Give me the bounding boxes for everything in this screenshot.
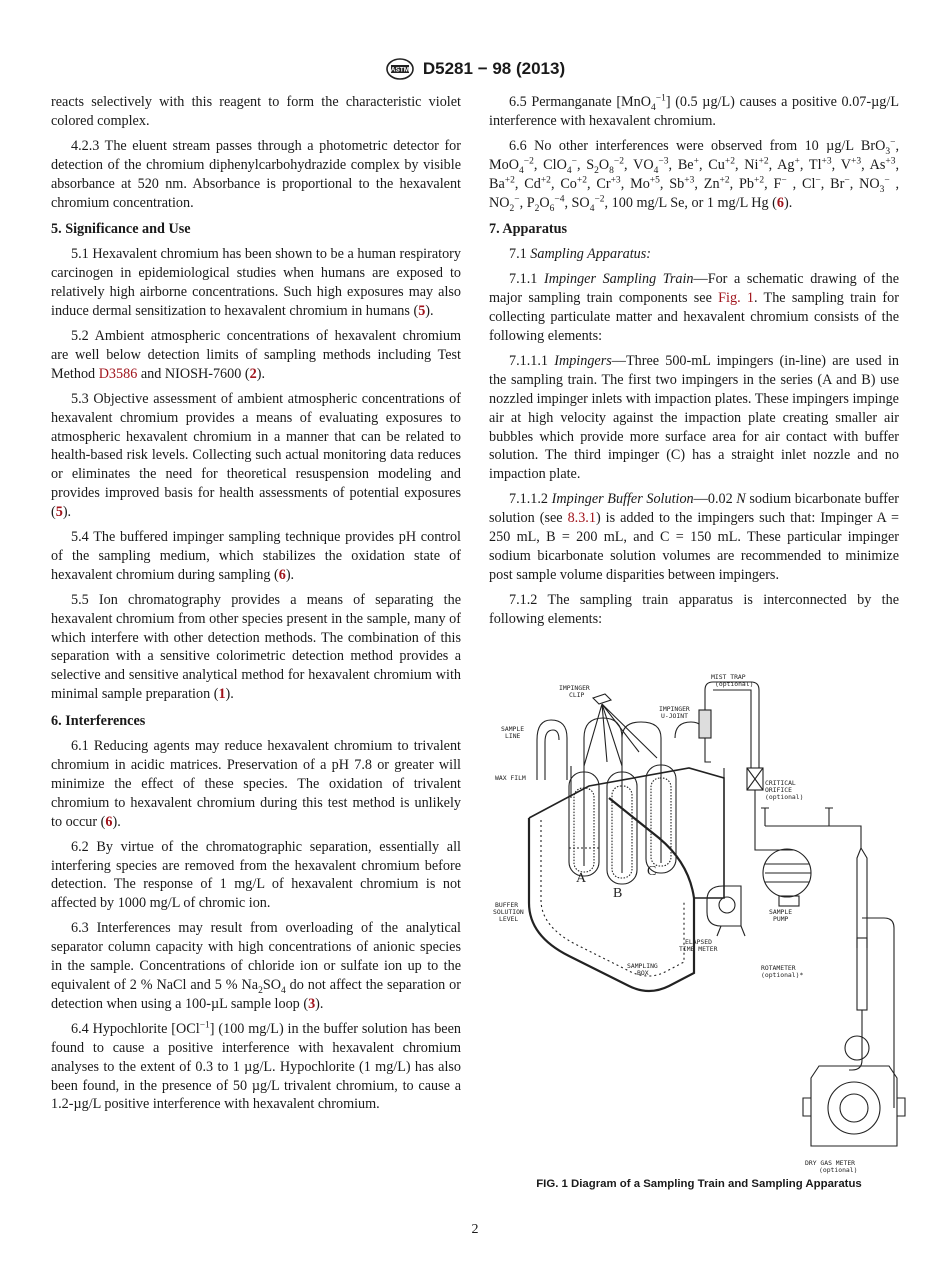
chemical-species: Br−, <box>830 174 860 192</box>
impinger-c <box>646 738 676 873</box>
impinger-b <box>607 738 637 884</box>
section-link[interactable]: 8.3.1 <box>567 510 596 527</box>
paragraph: 6.3 Interferences may result from overloading of the analytical separator column capacity with high concentrations of anionic species in the sample. Concentrations of chloride ion or sulfate ion up to the equivalent of 2 % NaCl and 5 % $Na_2SO_4$ do not affect the separation or detection when using a 100-µL sample loop (3). <box>51 920 462 1012</box>
svg-text:DRY GAS METER: DRY GAS METER <box>805 1159 856 1167</box>
impinger-a <box>569 738 599 876</box>
svg-text:LEVEL: LEVEL <box>499 915 519 923</box>
citation-link[interactable]: 6 <box>776 194 784 211</box>
paragraph: 7.1.2 The sampling train apparatus is interconnected by the following elements: <box>489 591 899 627</box>
svg-text:SOLUTION: SOLUTION <box>493 908 524 916</box>
svg-text:MIST TRAP: MIST TRAP <box>711 673 746 681</box>
section-heading: 7. Apparatus <box>489 221 568 238</box>
svg-text:(optional): (optional) <box>765 793 804 801</box>
chemical-species: $Cu^{+2}$, <box>708 155 745 173</box>
chemical-species: $Cd^{+2}$, <box>524 174 561 192</box>
paragraph: 6.2 By virtue of the chromatographic separation, essentially all interfering species are removed from the hexavalent chromium before detection. The response of 1 mg/L of hexavalent chromium is not affected by 1000 mg/L of chromic ion. <box>51 838 461 912</box>
citation-link[interactable]: 5 <box>418 303 426 320</box>
chemical-species: $Cr^{+3}$, <box>596 174 631 192</box>
paragraph: 5.4 The buffered impinger sampling technique provides pH control of the sampling medium, which stabilizes the oxidation state of hexavalent chromium during sampling (6). <box>51 529 461 583</box>
paragraph: 4.2.3 The eluent stream passes through a photometric detector for detection of the chromium diphenylcarbohydrazide complex by visible absorbance at 520 nm. Absorbance is proportional to the hexavalent chromium concentration. <box>51 137 461 211</box>
svg-text:CRITICAL: CRITICAL <box>765 779 796 787</box>
svg-text:SAMPLE: SAMPLE <box>501 725 525 733</box>
sampling-train-diagram <box>489 668 909 1176</box>
svg-text:ASTM: ASTM <box>390 66 410 74</box>
svg-text:BOX: BOX <box>637 969 649 977</box>
citation-link[interactable]: 5 <box>55 504 63 521</box>
paragraph: 7.1.1.1 Impingers—Three 500-mL impingers (in-line) are used in the sampling train. The first two impingers in the series (A and B) use nozzled impinger inlets with impaction plates. These impingers impinge air at high velocity against the impaction plate creating smaller air bubbles which provide more surface area for air contact with buffer solution. The third impinger (C) has a straight inlet nozzle and no impaction plate. <box>489 352 899 483</box>
chemical-species: $Zn^{+2}$, <box>703 174 740 192</box>
chemical-species: $Sb^{+3}$, <box>669 174 704 192</box>
paragraph: 5.5 Ion chromatography provides a means of separating the hexavalent chromium from other species present in the sample, many of which interfere with other detection methods. The combination of this separation with a sensitive colorimetric detection method provides a selective and sensitive analytical method for hexavalent chromium with minimal sample preparation (1). <box>51 591 461 703</box>
chemical-species: MoO$_4^{-2}$, <box>489 155 544 176</box>
page-header <box>0 57 950 81</box>
paragraph: reacts selectively with this reagent to form the characteristic violet colored complex. <box>51 94 461 129</box>
paragraph: 7.1 Sampling Apparatus: <box>509 246 652 263</box>
paragraph: 7.1.1 Impinger Sampling Train—For a schematic drawing of the major sampling train components see Fig. 1. The sampling train for collecting particulate matter and hexavalent chromium consists of the following elements: <box>489 271 900 344</box>
left-column <box>51 93 461 1120</box>
svg-text:IMPINGER: IMPINGER <box>559 684 590 692</box>
astm-logo-icon <box>385 58 415 80</box>
chemical-species: $NO_2^-$, <box>489 193 527 214</box>
page-number: 2 <box>471 1222 479 1237</box>
svg-text:WAX FILM: WAX FILM <box>495 774 526 782</box>
section-heading: 5. Significance and Use <box>51 221 191 238</box>
mist-trap <box>699 710 711 738</box>
impinger-label: B <box>613 886 623 901</box>
chemical-species: $P_2O_6^{-4}$, <box>526 193 572 214</box>
svg-text:PUMP: PUMP <box>773 915 789 923</box>
chemical-species: Cl−, <box>802 174 831 192</box>
impinger-clip-icon <box>593 694 611 704</box>
citation-link[interactable]: 6 <box>278 566 286 583</box>
citation-link[interactable]: 3 <box>308 995 316 1012</box>
paragraph: 6.5 Permanganate [MnO$_4^{-1}$] (0.5 µg/L) causes a positive 0.07-µg/L interference with hexavalent chromium. <box>489 93 899 129</box>
chemical-species: $S_2O_8^{-2}$, <box>586 155 634 176</box>
svg-text:TIME METER: TIME METER <box>679 945 718 953</box>
section-heading: 6. Interferences <box>51 713 146 730</box>
citation-link[interactable]: 6 <box>105 813 113 830</box>
svg-text:(optional): (optional) <box>819 1166 858 1174</box>
svg-text:U-JOINT: U-JOINT <box>661 712 688 720</box>
svg-text:CLIP: CLIP <box>569 691 585 699</box>
figure-link[interactable]: Fig. 1 <box>718 290 754 307</box>
chemical-species: $SO_4^{-2}$, <box>571 193 612 214</box>
chemical-species: $Ni^{+2}$, <box>744 155 778 173</box>
paragraph: 5.3 Objective assessment of ambient atmospheric concentrations of hexavalent chromium provides a means of evaluating exposures to atmospheric hexavalent chromium in a manner that can be related to health-based risk levels. Collecting such actual monitoring data reduces or eliminates the need for theoretical resuspension modeling and provides improved basis for health assessments of potential exposures (5). <box>51 390 461 521</box>
svg-text:(optional): (optional) <box>715 680 754 688</box>
chemical-species: BrO$_3$−, <box>860 137 899 157</box>
figure-caption: FIG. 1 Diagram of a Sampling Train and Sampling Apparatus <box>536 1178 862 1190</box>
svg-text:LINE: LINE <box>505 732 521 740</box>
chemical-species: $Co^{+2}$, <box>560 174 597 192</box>
paragraph: 6.4 Hypochlorite [OCl$^{-1}$] (100 mg/L) in the buffer solution has been found to cause a positive interference with hexavalent chromium analyses to the extent of 0.3 to 1 µg/L. Hypochlorite (1 mg/L) has also been found, in the presence of 50 µg/L trivalent chromium, to cause a 1.2-µg/L positive interference with hexavalent chromium. <box>51 1020 461 1113</box>
svg-text:SAMPLE: SAMPLE <box>769 908 793 916</box>
paragraph: 5.1 Hexavalent chromium has been shown to be a human respiratory carcinogen in epidemiological studies when humans are exposed to relatively high airborne concentrations. Such high exposures may also induce dermal sensitization to hexavalent chromium in humans (5). <box>51 246 461 320</box>
svg-text:BUFFER: BUFFER <box>495 901 519 909</box>
chemical-species: $Ba^{+2}$, <box>489 174 525 192</box>
impinger-label: A <box>576 871 587 886</box>
chemical-species: $VO_4^{-3}$, <box>633 155 678 176</box>
svg-text:(optional)*: (optional)* <box>761 971 804 979</box>
svg-text:ELAPSED: ELAPSED <box>685 938 712 946</box>
right-column <box>489 93 899 635</box>
chemical-species: $Tl^{+3}$, <box>808 155 841 173</box>
citation-link[interactable]: 1 <box>218 686 226 703</box>
svg-text:ORIFICE: ORIFICE <box>765 786 792 794</box>
paragraph: 6.1 Reducing agents may reduce hexavalent chromium to trivalent chromium in acidic matrices. Preservation of a pH 7.8 or greater will minimize the effect of these species. The oxidation of trivalent chromium to hexavalent chromium during this test method is unlikely to occur (6). <box>51 738 461 830</box>
chemical-species: $NO_3^-$ , <box>859 174 900 195</box>
standard-link[interactable]: D3586 <box>98 365 138 382</box>
chemical-species: ClO$_4$−, <box>543 155 587 176</box>
paragraph: 6.6 No other interferences were observed from 10 µg/L BrO$_3$−, MoO$_4^{-2}$, ClO$_4$−, $S_2O_8^{-2}$, $VO_4^{-3}$, Be+, $Cu^{+2}$, $Ni^{+2}$, Ag+, $Tl^{+3}$, $V^{+3}$, $As^{+3}$, $Ba^{+2}$, $Cd^{+2}$, $Co^{+2}$, $Cr^{+3}$, $Mo^{+5}$, $Sb^{+3}$, $Zn^{+2}$, $Pb^{+2}$, F− , Cl−, Br−, $NO_3^-$ , $NO_2^-$, $P_2O_6^{-4}$, $SO_4^{-2}$, 100 mg/L Se, or 1 mg/L Hg (6). <box>489 137 900 214</box>
chemical-species: F− , <box>773 174 802 192</box>
sample-line <box>537 720 567 780</box>
chemical-species: $Mo^{+5}$, <box>630 174 670 192</box>
svg-text:SAMPLING: SAMPLING <box>627 962 658 970</box>
paragraph: 5.2 Ambient atmospheric concentrations of hexavalent chromium are well below detection limits of sampling methods including Test Method D3586 and NIOSH-7600 (2). <box>51 327 461 382</box>
citation-link[interactable]: 2 <box>249 365 257 382</box>
chemical-species: $Pb^{+2}$, <box>739 174 774 192</box>
chemical-species: $V^{+3}$, <box>840 155 870 173</box>
paragraph: 7.1.1.2 Impinger Buffer Solution—0.02 N sodium bicarbonate buffer solution (see 8.3.1) is added to the impingers such that: Impinger A = 250 mL, B = 200 mL, and C = 150 mL. These particular impinger sodium bicarbonate solution volumes are recommended to minimize post sample volume disparities between impingers. <box>489 491 899 583</box>
chemical-species: Ag+, <box>777 155 809 173</box>
impinger-label: C <box>647 864 657 879</box>
document-designation: D5281 − 98 (2013) <box>422 59 566 78</box>
chemical-species: $As^{+3}$, <box>869 155 900 173</box>
svg-text:ROTAMETER: ROTAMETER <box>761 964 796 972</box>
rotameter-icon <box>857 938 867 1010</box>
svg-text:IMPINGER: IMPINGER <box>659 705 690 713</box>
chemical-species: Be+, <box>677 155 709 173</box>
